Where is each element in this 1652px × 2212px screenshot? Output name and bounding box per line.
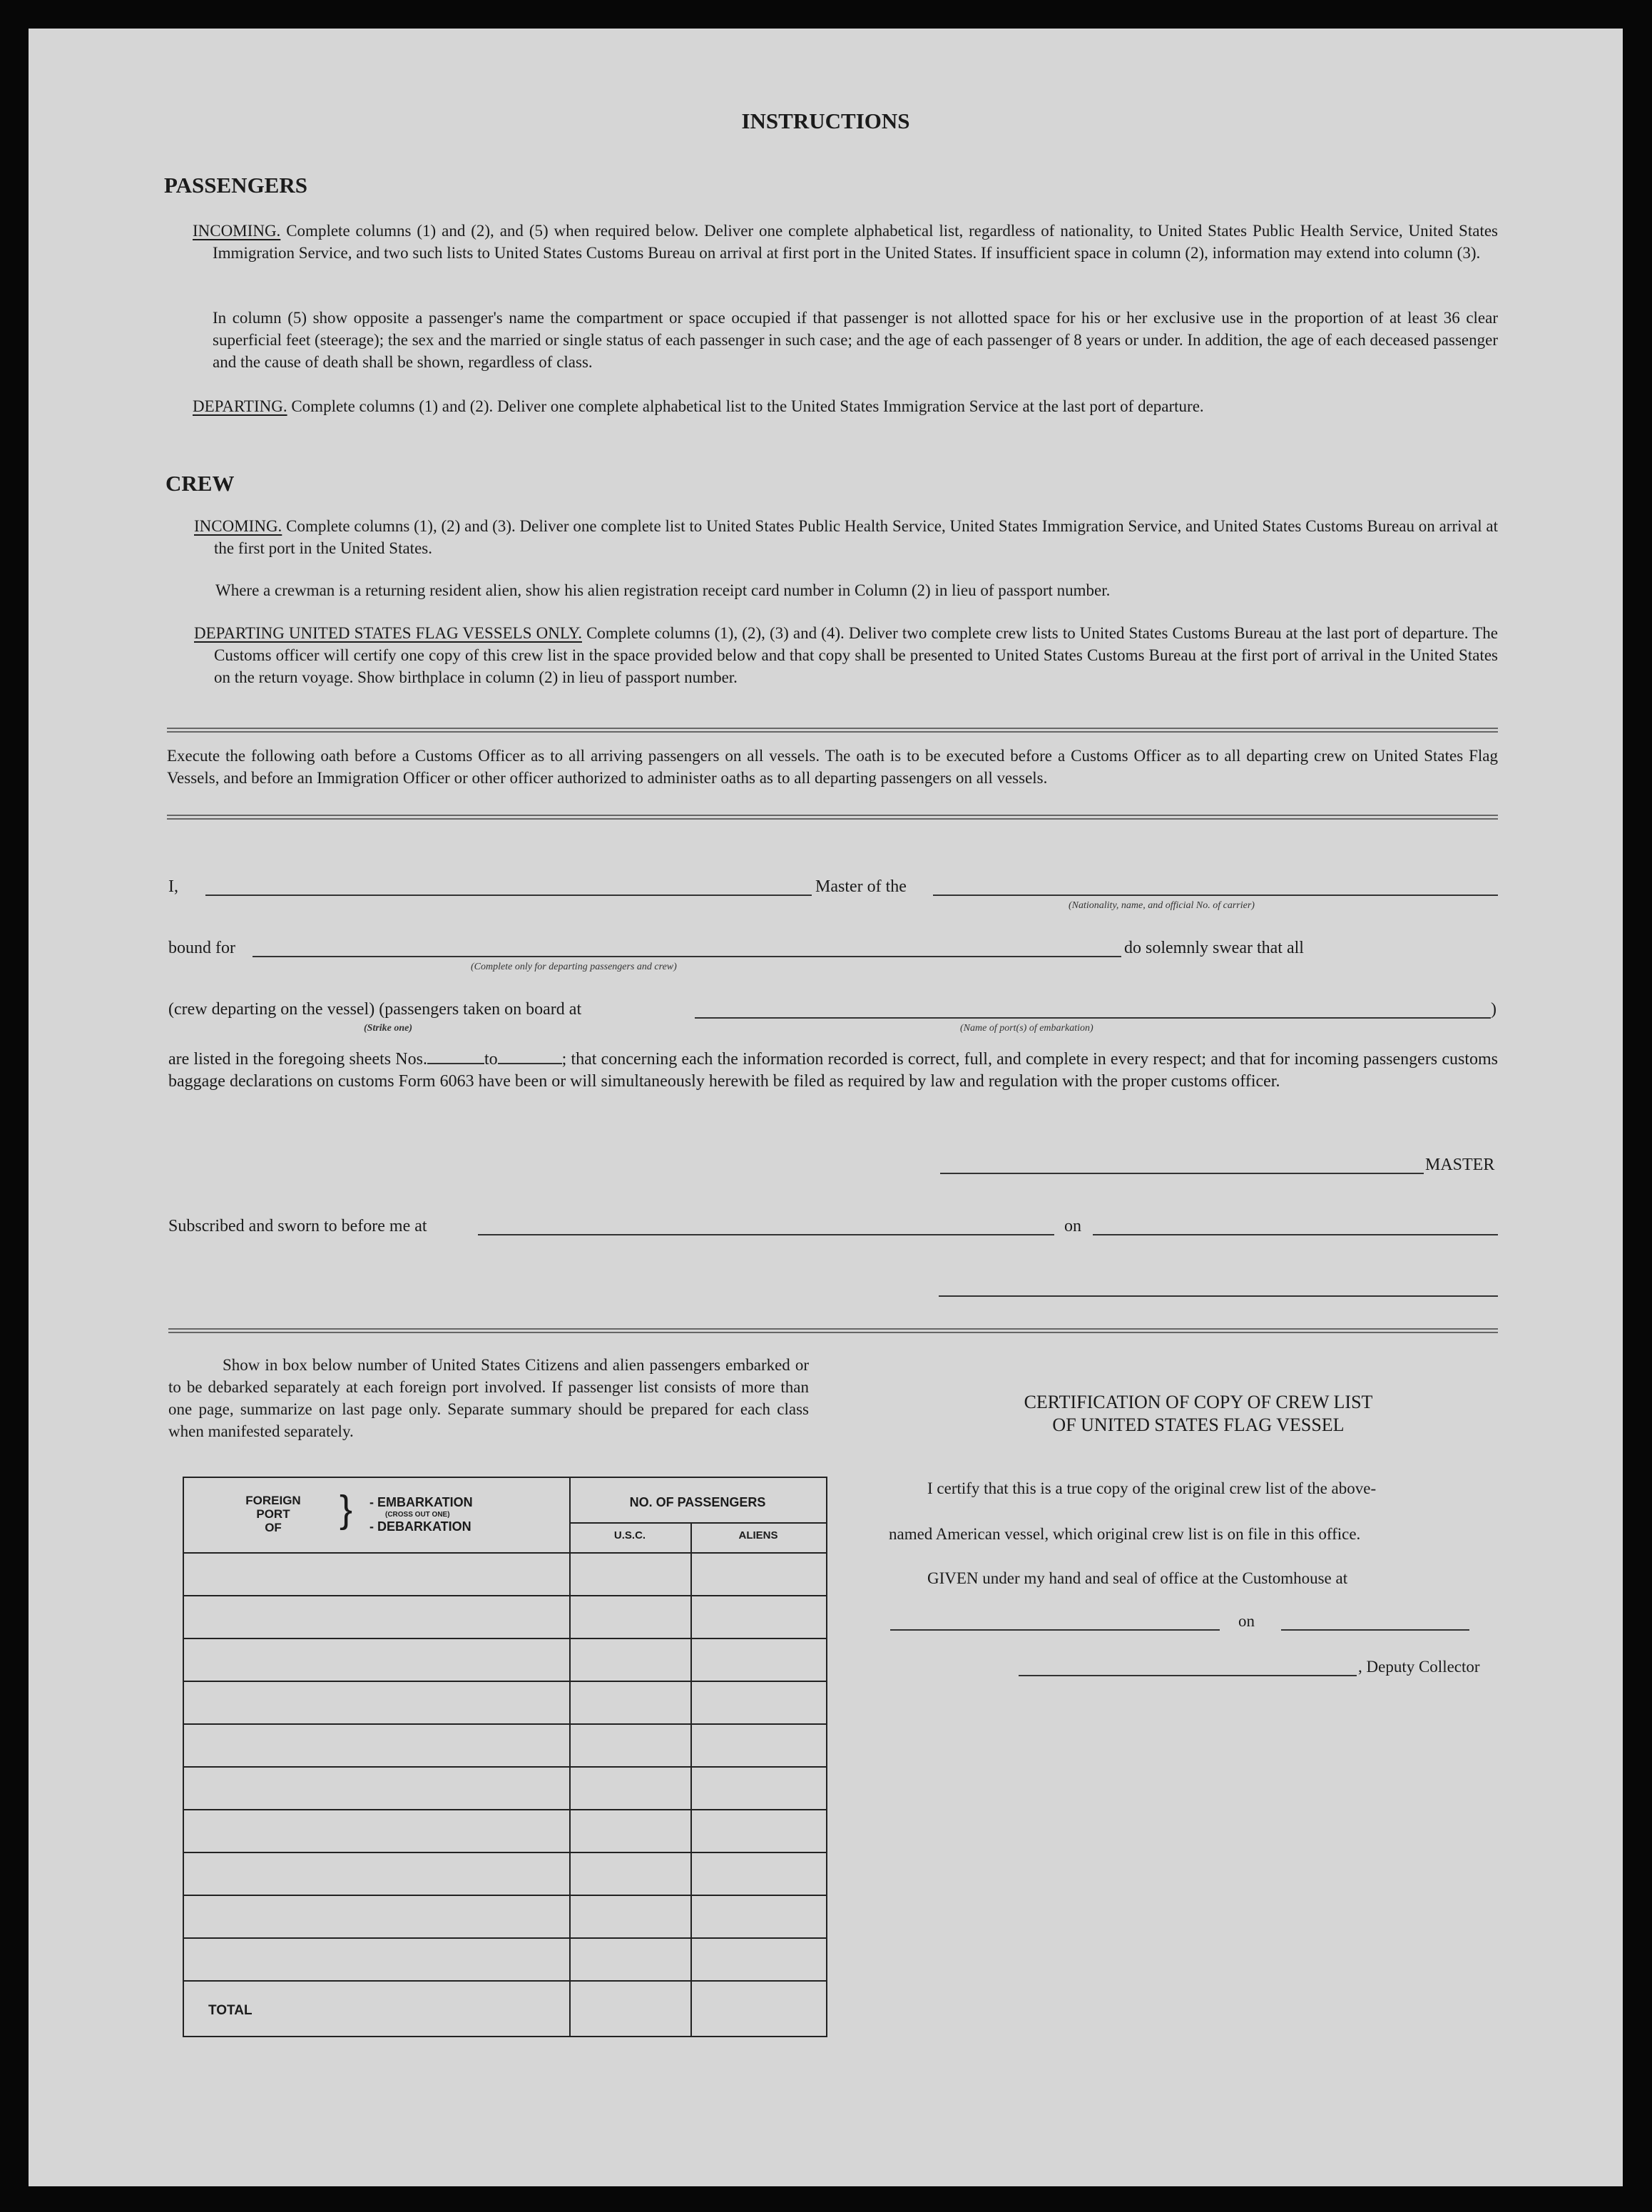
subscribed-label: Subscribed and sworn to before me at (168, 1217, 427, 1235)
crew-incoming-text: Complete columns (1), (2) and (3). Deliver one complete list to United States Public Health Service, United States Immigration Service, and United States Customs Bureau on arrival at the first port in the United States. (214, 517, 1499, 557)
page-title: INSTRUCTIONS (741, 108, 910, 133)
certification-heading-line1: CERTIFICATION OF COPY OF CREW LIST (1024, 1392, 1373, 1412)
table-row[interactable] (184, 1723, 826, 1725)
certification-on-label: on (1238, 1612, 1255, 1630)
crew-departing-label: DEPARTING UNITED STATES FLAG VESSELS ONLY. (194, 624, 582, 642)
certification-heading (884, 1391, 1512, 1437)
certify-line2: named American vessel, which original crew list is on file in this office. (889, 1525, 1361, 1543)
master-name-field[interactable] (205, 895, 812, 896)
sheets-paragraph (168, 1049, 1498, 1093)
table-row[interactable] (184, 1552, 826, 1554)
passengers-incoming-text: Complete columns (1) and (2), and (5) when required below. Deliver one complete alphabetical list, regardless of nationality, to United States Public Health Service, United States Immigration Service, and two such lists to United States Customs Bureau on arrival at first port in the United States. If insufficient space in column (2), information may extend into column (3). (213, 222, 1498, 262)
certification-heading-line2: OF UNITED STATES FLAG VESSEL (1052, 1415, 1345, 1435)
cross-out-label: (CROSS OUT ONE) (385, 1511, 450, 1519)
deputy-collector-signature-field[interactable] (1019, 1675, 1357, 1676)
table-row[interactable] (184, 1638, 826, 1639)
passengers-departing-paragraph (193, 395, 1498, 417)
swear-label: do solemnly swear that all (1124, 939, 1304, 957)
given-text: GIVEN under my hand and seal of office at the Customhouse at (927, 1569, 1348, 1587)
sheets-to-label: to (484, 1050, 498, 1069)
passengers-column5-paragraph: In column (5) show opposite a passenger's name the compartment or space occupied if that passenger is not allotted space for his or her exclusive use in the proportion of at least 36 clear superficial feet (steerage); the sex and the married or single status of each passenger in such case; and the age of each passenger of 8 years or under. In addition, the age of each deceased passenger and the cause of death shall be shown, regardless of class. (213, 309, 1498, 371)
passengers-incoming-label: INCOMING. (193, 222, 281, 240)
crew-incoming-paragraph (194, 515, 1498, 559)
certify-line1: I certify that this is a true copy of the original crew list of the above- (927, 1479, 1377, 1497)
departing-caption: (Complete only for departing passengers and crew) (471, 962, 677, 972)
master-signature-field[interactable] (940, 1173, 1424, 1174)
bound-for-label: bound for (168, 939, 235, 957)
table-row[interactable] (184, 1895, 826, 1896)
table-row[interactable] (184, 1852, 826, 1853)
passengers-incoming-paragraph (193, 220, 1498, 264)
table-row[interactable] (184, 1766, 826, 1768)
customhouse-field[interactable] (890, 1629, 1220, 1631)
ports-caption: (Name of port(s) of embarkation) (960, 1023, 1093, 1034)
sheets-post-text: ; that concerning each the information recorded is correct, full, and complete in every respect; and that for incoming passengers customs baggage declarations on customs Form 6063 have been or will simultaneously herewith be filed as required by law and regulation with the proper customs officer. (168, 1050, 1498, 1091)
passengers-departing-text: Complete columns (1) and (2). Deliver one complete alphabetical list to the United States Immigration Service at the last port of departure. (291, 397, 1204, 415)
embarkation-label: - EMBARKATION (369, 1495, 473, 1509)
foreign-port-label: FOREIGN PORT OF (245, 1494, 301, 1534)
passengers-heading: PASSENGERS (164, 173, 307, 198)
total-label: TOTAL (208, 2003, 253, 2018)
subscribed-date-field[interactable] (1093, 1234, 1498, 1235)
carrier-field[interactable] (933, 895, 1498, 896)
sheet-to-field[interactable] (498, 1049, 562, 1064)
bound-for-field[interactable] (253, 956, 1121, 957)
crew-incoming-label: INCOMING. (194, 517, 282, 535)
sheet-from-field[interactable] (427, 1049, 484, 1064)
master-of-label: Master of the (815, 877, 907, 896)
subscribed-place-field[interactable] (478, 1234, 1054, 1235)
carrier-caption: (Nationality, name, and official No. of carrier) (1069, 900, 1255, 911)
close-paren: ) (1491, 1000, 1497, 1019)
divider-rule (167, 728, 1498, 733)
crew-passengers-label: (crew departing on the vessel) (passengers taken on board at (168, 1000, 582, 1019)
passenger-summary-table (183, 1477, 827, 2037)
table-row[interactable] (184, 1681, 826, 1682)
master-label: MASTER (1425, 1156, 1495, 1174)
port-of-embarkation-field[interactable] (695, 1017, 1491, 1019)
officer-signature-field[interactable] (939, 1295, 1498, 1297)
brace-icon: } (340, 1488, 353, 1531)
table-row[interactable] (184, 1595, 826, 1596)
form-sheet (29, 29, 1623, 2186)
table-row[interactable] (184, 1937, 826, 1939)
crew-resident-paragraph: Where a crewman is a returning resident alien, show his alien registration receipt card number in Column (2) in lieu of passport number. (215, 581, 1111, 599)
divider-rule (167, 815, 1498, 820)
divider-rule (168, 1328, 1498, 1333)
deputy-collector-label: , Deputy Collector (1358, 1658, 1480, 1676)
aliens-header: ALIENS (738, 1529, 778, 1541)
passengers-departing-label: DEPARTING. (193, 397, 287, 415)
table-hline (569, 1522, 826, 1524)
oath-instructions: Execute the following oath before a Customs Officer as to all arriving passengers on all vessels. The oath is to be executed before a Customs Officer as to all departing crew on United States Flag Vessels, and before an Immigration Officer or other officer authorized to administer oaths as to all departing passengers on all vessels. (167, 747, 1498, 787)
crew-heading: CREW (165, 471, 235, 496)
subscribed-on-label: on (1064, 1217, 1081, 1235)
sheets-pre-label: are listed in the foregoing sheets Nos. (168, 1050, 427, 1069)
debarkation-label: - DEBARKATION (369, 1519, 471, 1534)
summary-instructions: Show in box below number of United States Citizens and alien passengers embarked or to be debarked separately at each foreign port involved. If passenger list consists of more than one page, summarize on last page only. Separate summary should be prepared for each class when manifested separately. (168, 1356, 809, 1440)
table-vline (569, 1478, 571, 2036)
usc-header: U.S.C. (613, 1529, 646, 1541)
table-row[interactable] (184, 1980, 826, 1982)
table-row[interactable] (184, 1809, 826, 1810)
table-vline (690, 1522, 692, 2036)
crew-departing-paragraph (194, 622, 1498, 688)
crew-departing-text: Complete columns (1), (2), (3) and (4). Deliver two complete crew lists to United States Customs Bureau at the last port of departure. The Customs officer will certify one copy of this crew list in the space provided below and that copy shall be presented to United States Customs Bureau at the first port of arrival in the United States on the return voyage. Show birthplace in column (2) in lieu of passport number. (214, 624, 1498, 686)
passengers-count-header: NO. OF PASSENGERS (629, 1495, 766, 1509)
certification-date-field[interactable] (1281, 1629, 1469, 1631)
strike-one-caption: (Strike one) (364, 1023, 413, 1034)
oath-i-label: I, (168, 877, 178, 896)
